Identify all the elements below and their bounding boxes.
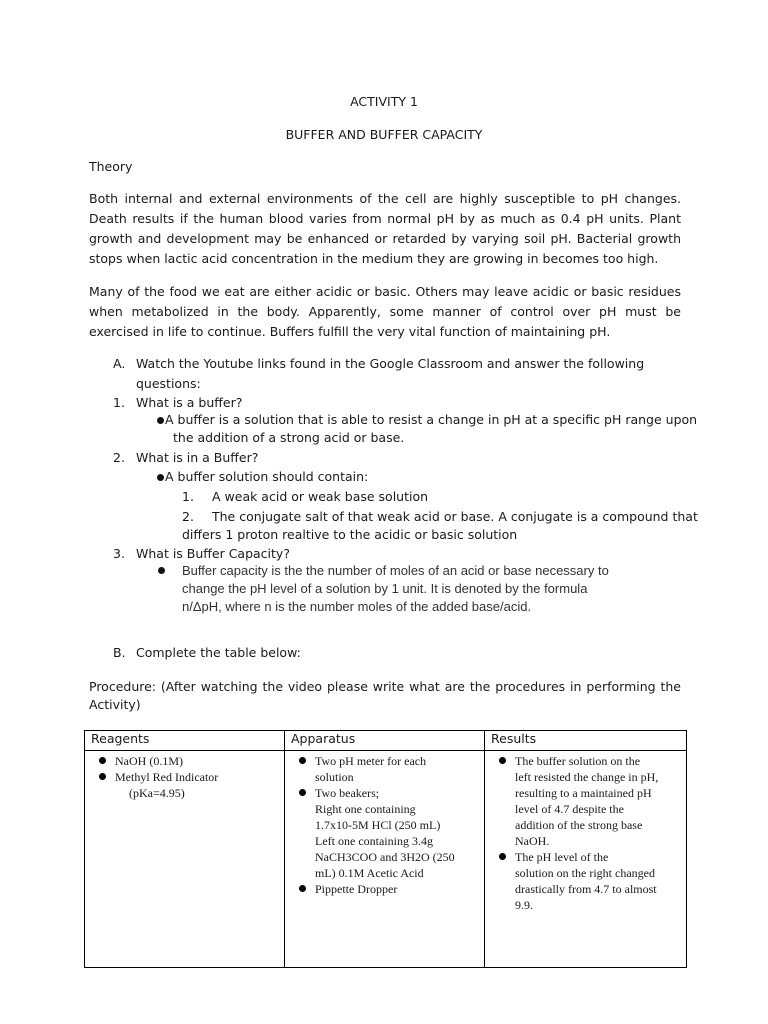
section-a-text-line-2: questions: [136,376,201,391]
procedure-line-2: Activity) [89,697,141,712]
apparatus-item [289,881,480,897]
q2-item-1: A weak acid or weak base solution [212,489,429,504]
page-title: ACTIVITY 1 [350,94,418,109]
theory-paragraph-2: Many of the food we eat are either acidic or basic. Others may leave acidic or basic residues when metabolized in the body. Apparently, some manner of control over pH must be exercised in life to continue. Buffers fulfill the very vital function of maintaining pH. [89,284,681,339]
apparatus-text: NaCH3COO and 3H2O (250 [315,850,455,864]
apparatus-text: Right one containing [315,802,416,816]
bullet-icon [299,789,306,796]
reagent-item [89,769,280,785]
q2-item-2-line-2: differs 1 proton realtive to the acidic or basic solution [182,527,518,542]
result-text: The pH level of the [515,850,609,864]
bullet-icon [99,757,106,764]
reagent-text: Methyl Red Indicator [115,770,219,784]
result-text: addition of the strong base [515,818,643,832]
section-a-marker: A. [113,356,126,371]
q1-number: 1. [113,395,125,410]
q3-answer-line-2: change the pH level of a solution by 1 unit. It is denoted by the formula [182,581,588,596]
section-b-marker: B. [113,645,126,660]
results-cell [485,751,687,968]
q3-answer-line-3: n/ΔpH, where n is the number moles of the added base/acid. [182,599,532,614]
theory-paragraph-1: Both internal and external environments of the cell are highly susceptible to pH changes. Death results if the human blood varies from normal pH by as much as 0.4 pH units. Plant growth and development may be enhanced or retarded by varying soil pH. Bacterial growth stops when lactic acid concentration in the medium they are growing in becomes too high. [89,191,681,266]
bullet-icon [499,757,506,764]
bullet-icon [299,757,306,764]
q1-answer-line-1: A buffer is a solution that is able to resist a change in pH at a specific pH range upon [165,412,698,427]
reagent-continuation: (pKa=4.95) [129,786,185,800]
reagent-item [89,753,280,769]
section-a-text-line-1: Watch the Youtube links found in the Google Classroom and answer the following [136,356,645,371]
result-item [489,849,682,865]
result-text: level of 4.7 despite the [515,802,624,816]
header-apparatus: Apparatus [285,731,485,751]
q2-item-1-number: 1. [182,489,194,504]
apparatus-text: mL) 0.1M Acetic Acid [315,866,424,880]
apparatus-text: Two pH meter for each [315,754,427,768]
table-row [85,751,687,968]
q3-bullet-icon [158,567,165,574]
q2-number: 2. [113,450,125,465]
q1-question: What is a buffer? [136,395,243,410]
apparatus-cell [285,751,485,968]
q2-answer-intro: A buffer solution should contain: [165,469,369,484]
reagents-cell [85,751,285,968]
bullet-icon [499,853,506,860]
result-text: The buffer solution on the [515,754,641,768]
page-subtitle: BUFFER AND BUFFER CAPACITY [285,127,483,142]
apparatus-item [289,753,480,769]
q2-item-2-line-1: The conjugate salt of that weak acid or base. A conjugate is a compound that [212,509,698,524]
q3-question: What is Buffer Capacity? [136,546,290,561]
header-results: Results [485,731,687,751]
reagent-text: NaOH (0.1M) [115,754,183,768]
result-text: resulting to a maintained pH [515,786,652,800]
apparatus-text: Left one containing 3.4g [315,834,433,848]
q2-bullet-icon [157,474,164,481]
q3-number: 3. [113,546,125,561]
q3-answer-line-1: Buffer capacity is the the number of moles of an acid or base necessary to [182,563,609,578]
bullet-icon [99,773,106,780]
theory-heading: Theory [89,159,133,174]
q2-item-2-number: 2. [182,509,194,524]
q2-question: What is in a Buffer? [136,450,259,465]
bullet-icon [299,885,306,892]
apparatus-text: solution [315,770,354,784]
q1-answer-line-2: the addition of a strong acid or base. [173,430,405,445]
apparatus-text: 1.7x10-5M HCl (250 mL) [315,818,441,832]
section-b-text: Complete the table below: [136,645,301,660]
apparatus-text: Two beakers; [315,786,380,800]
result-item [489,753,682,769]
q1-bullet-icon [157,417,164,424]
header-reagents: Reagents [85,731,285,751]
procedure-line-1: Procedure: (After watching the video please write what are the procedures in performing the [89,679,681,694]
apparatus-item [289,785,480,801]
result-text: solution on the right changed [515,866,655,880]
table-header-row [85,731,687,751]
result-text: NaOH. [515,834,550,848]
apparatus-text: Pippette Dropper [315,882,398,896]
result-text: drastically from 4.7 to almost [515,882,657,896]
procedure-table [84,730,687,968]
result-text: left resisted the change in pH, [515,770,659,784]
result-text: 9.9. [515,898,533,912]
